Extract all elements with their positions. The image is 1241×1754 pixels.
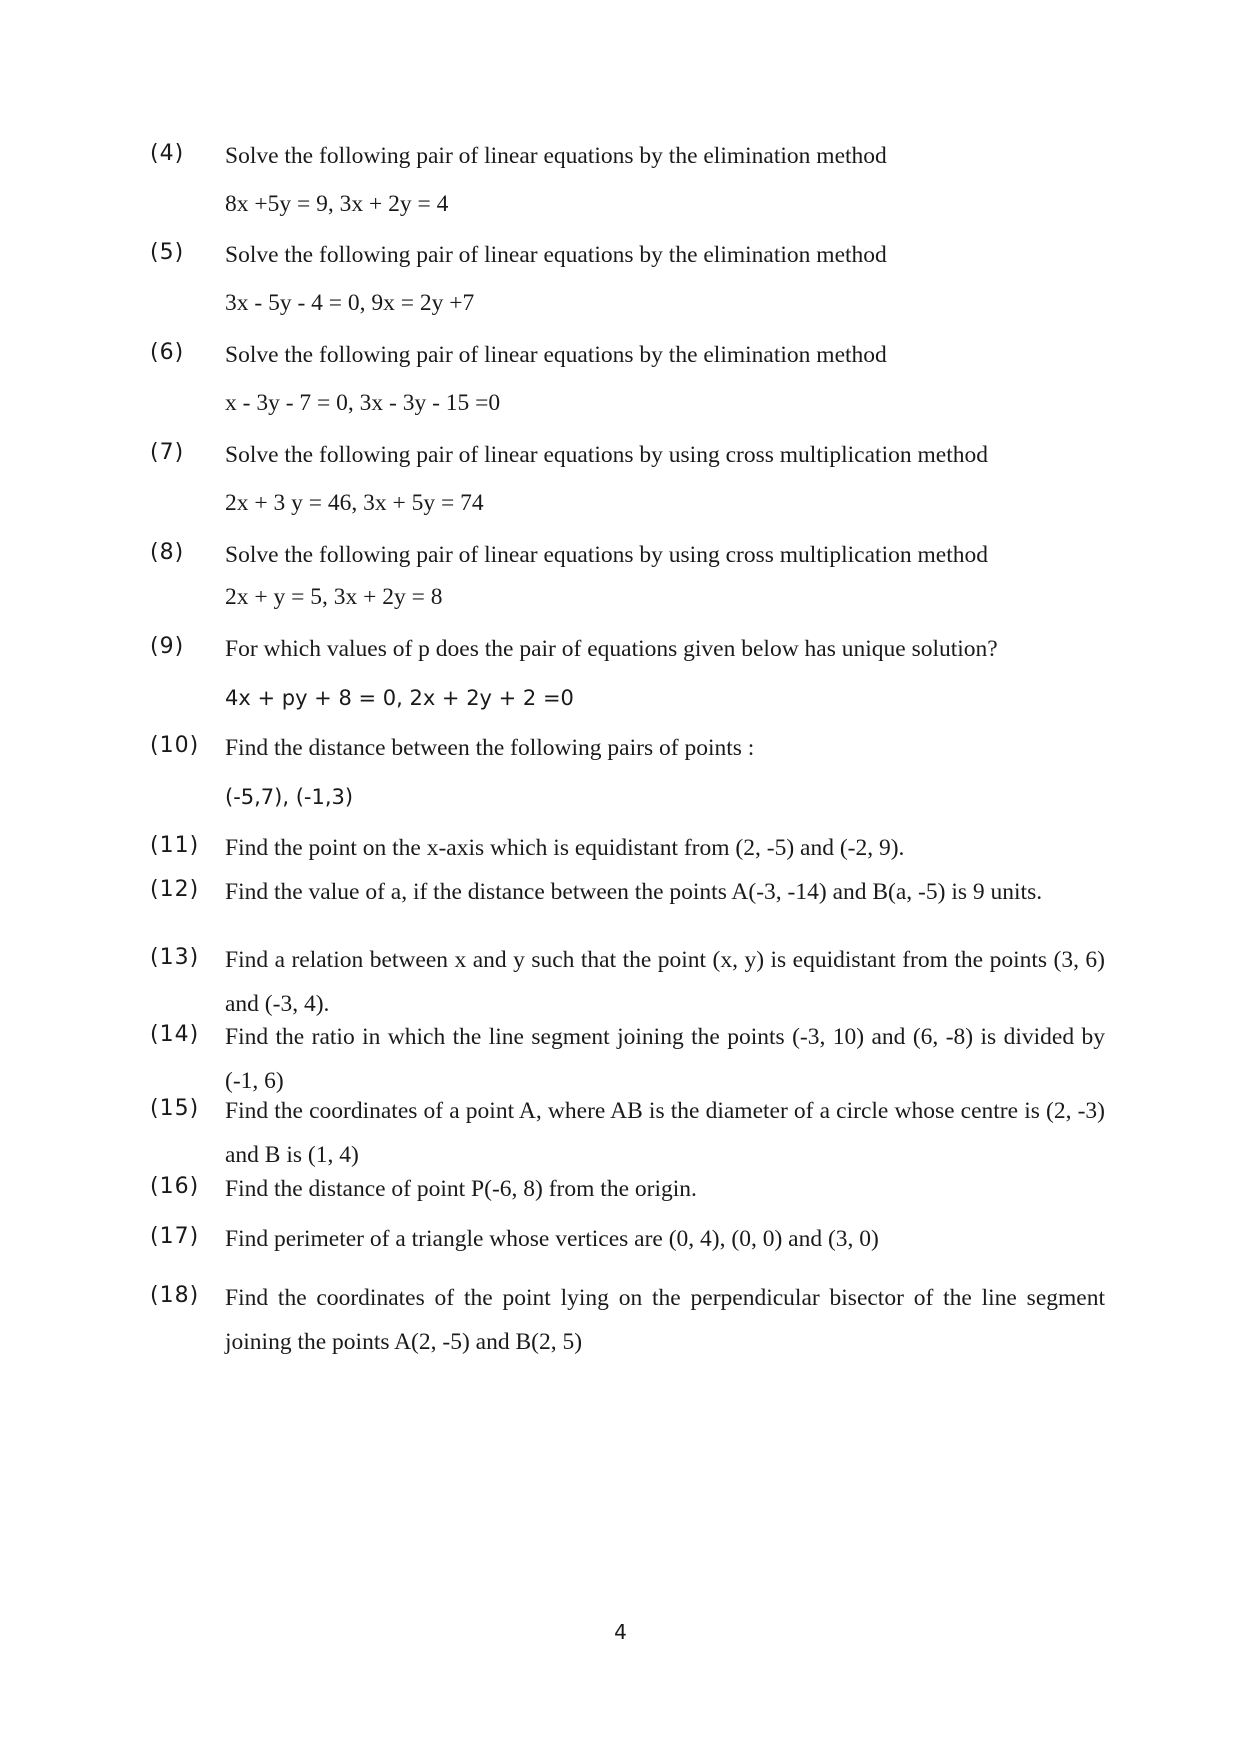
question-number: (15) <box>150 1096 200 1121</box>
question-text: Solve the following pair of linear equations by using cross multiplication method <box>225 442 988 468</box>
question-number: (5) <box>150 240 185 265</box>
question-text: For which values of p does the pair of equations given below has unique solution? <box>225 636 998 662</box>
question-number: (6) <box>150 340 185 365</box>
question-text: Find the value of a, if the distance between the points A(-3, -14) and B(a, -5) is 9 units. <box>225 879 1043 905</box>
question-equation: x - 3y - 7 = 0, 3x - 3y - 15 =0 <box>225 390 501 416</box>
question-equation: 2x + y = 5, 3x + 2y = 8 <box>225 584 443 610</box>
question-number: (7) <box>150 440 185 465</box>
question-text: Solve the following pair of linear equations by the elimination method <box>225 342 887 368</box>
question-number: (13) <box>150 945 200 970</box>
question-text: Find a relation between x and y such that the point (x, y) is equidistant from the points (3, 6) and (-3, 4). <box>225 947 1105 1017</box>
question-text: Solve the following pair of linear equations by the elimination method <box>225 242 887 268</box>
question-text: Find the distance of point P(-6, 8) from the origin. <box>225 1176 697 1202</box>
question-text: Find the coordinates of the point lying on the perpendicular bisector of the line segment joining the points A(2, -5) and B(2, 5) <box>225 1285 1105 1355</box>
question-equation: 4x + py + 8 = 0, 2x + 2y + 2 =0 <box>225 686 574 710</box>
question-number: (16) <box>150 1174 200 1199</box>
question-equation: 3x - 5y - 4 = 0, 9x = 2y +7 <box>225 290 475 316</box>
question-number: (17) <box>150 1224 200 1249</box>
question-number: (10) <box>150 733 200 758</box>
question-number: (11) <box>150 833 200 858</box>
question-number: (8) <box>150 540 185 565</box>
question-text: Find the distance between the following pairs of points : <box>225 735 755 761</box>
question-number: (14) <box>150 1022 200 1047</box>
question-number: (9) <box>150 634 185 659</box>
question-text: Solve the following pair of linear equations by the elimination method <box>225 143 887 169</box>
question-number: (4) <box>150 141 185 166</box>
question-text: Find the ratio in which the line segment joining the points (-3, 10) and (6, -8) is divided by (-1, 6) <box>225 1024 1105 1094</box>
question-number: (12) <box>150 877 200 902</box>
page-number: 4 <box>614 1620 627 1644</box>
question-text: Find the point on the x-axis which is equidistant from (2, -5) and (-2, 9). <box>225 835 905 861</box>
question-text: Solve the following pair of linear equations by using cross multiplication method <box>225 542 988 568</box>
question-text: Find the coordinates of a point A, where AB is the diameter of a circle whose centre is (2, -3) and B is (1, 4) <box>225 1098 1105 1168</box>
question-equation: 8x +5y = 9, 3x + 2y = 4 <box>225 191 449 217</box>
question-text: Find perimeter of a triangle whose vertices are (0, 4), (0, 0) and (3, 0) <box>225 1226 879 1252</box>
question-number: (18) <box>150 1283 200 1308</box>
question-equation: (-5,7), (-1,3) <box>225 785 354 809</box>
question-equation: 2x + 3 y = 46, 3x + 5y = 74 <box>225 490 484 516</box>
